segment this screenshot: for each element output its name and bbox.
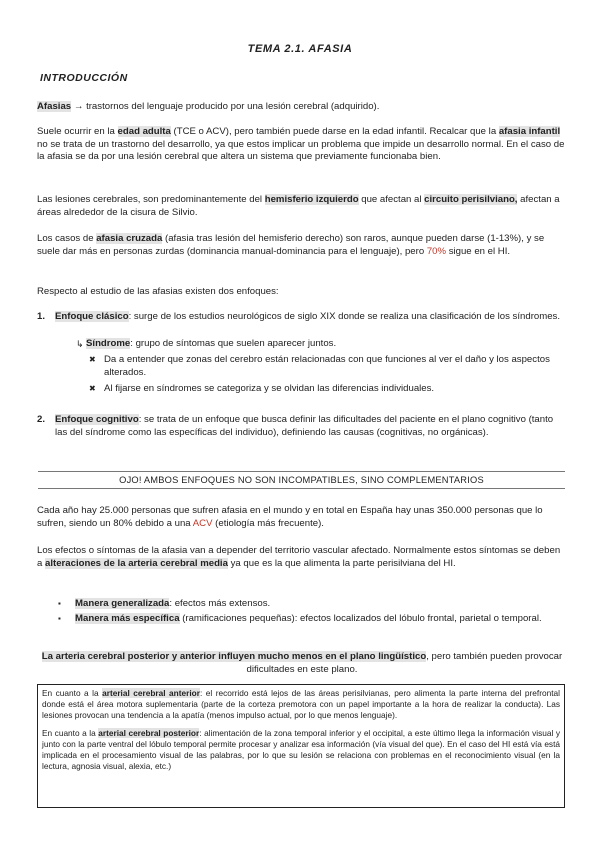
square-bullet-icon: ▪ xyxy=(58,599,61,608)
paragraph-estadisticas xyxy=(37,505,565,530)
enfoque-cognitivo xyxy=(55,414,565,439)
term-hemisferio-izquierdo: hemisferio izquierdo xyxy=(264,194,359,205)
page-title: TEMA 2.1. AFASIA xyxy=(247,43,353,55)
term-afasias: Afasias xyxy=(37,101,72,112)
arrow-icon: → xyxy=(73,101,84,112)
term-arterial-cerebral-anterior: arterial cerebral anterior xyxy=(102,688,200,698)
text-run: Cada año hay 25.000 personas que sufren afasia en el mundo y en total en España hay unas 350.000 personas que lo sufren, siendo un 80% debido a una xyxy=(37,505,543,529)
text-run: Los efectos o síntomas de la afasia van a depender del territorio vascular afectado. Normalmente estos síntomas se deben a xyxy=(37,545,561,569)
square-bullet-icon: ▪ xyxy=(58,614,61,623)
text-run: que afectan al xyxy=(358,194,425,205)
box-paragraph-posterior xyxy=(42,728,560,773)
paragraph-enfoques-intro: Respecto al estudio de las afasias existen dos enfoques: xyxy=(37,286,279,297)
term-arteria-posterior-anterior: La arteria cerebral posterior y anterior influyen mucho menos en el plano lingüístico xyxy=(41,651,427,662)
x-bullet-icon: ✖ xyxy=(89,384,96,393)
term-edad-adulta: edad adulta xyxy=(117,126,171,137)
arrow-return-icon: ↳ xyxy=(76,339,84,349)
list-item xyxy=(75,598,565,611)
text-run: Los casos de xyxy=(37,233,97,244)
text-run: (afasia tras lesión del hemisferio derecho) son raros, aunque pueden darse (1-13%), y se suele dar más en personas zurdas (dominancia manual-dominancia para el lenguaje), pero xyxy=(37,233,545,257)
note-banner: OJO! AMBOS ENFOQUES NO SON INCOMPATIBLES, SINO COMPLEMENTARIOS xyxy=(38,471,565,489)
text-run: Suele ocurrir en la xyxy=(37,126,118,137)
term-manera-especifica: Manera más específica xyxy=(75,613,180,624)
term-enfoque-clasico: Enfoque clásico xyxy=(55,311,129,322)
term-circuito-perisilviano: circuito perisilviano, xyxy=(424,194,518,205)
afasias-definition xyxy=(37,101,565,114)
text-run: Las lesiones cerebrales, son predominantemente del xyxy=(37,194,265,205)
term-afasia-cruzada: afasia cruzada xyxy=(96,233,163,244)
list-number-1: 1. xyxy=(37,311,46,322)
term-arterial-cerebral-posterior: arterial cerebral posterior xyxy=(98,727,200,738)
text-run: : el recorrido está lejos de las áreas perisilvianas, pero alimenta la parte interna del prefrontal donde está el área motora suplementaria (parte de la corteza premotora con un papel importante a la hora de realizar la conducta). Las lesiones provocan una tendencia a la apatía (menos impulso actual, por lo que menos lenguaje). xyxy=(42,688,560,721)
arterias-info-box xyxy=(37,684,565,808)
box-paragraph-anterior xyxy=(42,688,560,722)
paragraph-afasia-cruzada xyxy=(37,233,565,258)
term-sindrome: Síndrome xyxy=(86,338,131,349)
text-run: ya que es la que alimenta la parte perisilviana del HI. xyxy=(227,557,456,569)
paragraph-edad xyxy=(37,126,565,164)
text-run: (TCE o ACV), pero también puede darse en la edad infantil. Recalcar que la xyxy=(170,126,499,137)
sindrome-definition xyxy=(86,338,566,351)
text-run: (etiología más frecuente). xyxy=(212,517,324,529)
text-run: En cuanto a la xyxy=(42,727,99,738)
list-item: Da a entender que zonas del cerebro están relacionadas con que funciones al ver el daño y los aspectos alterados. xyxy=(104,354,550,378)
term-enfoque-cognitivo: Enfoque cognitivo xyxy=(55,414,139,425)
afasias-definition-text: trastornos del lenguaje producido por una lesión cerebral (adquirido). xyxy=(83,101,380,112)
text-run: afectan a áreas alrededor de la cisura de Silvio. xyxy=(37,194,560,218)
text-run: no se trata de un trastorno del desarrollo, ya que estos implicar un problema que impide un desarrollo normal. En el caso de la afasia se da por una lesión cerebral que altera un sistema que previamente funcionaba bien. xyxy=(37,138,565,163)
section-heading: INTRODUCCIÓN xyxy=(40,72,128,84)
text-run: : se trata de un enfoque que busca definir las dificultades del paciente en el plano cognitivo (tanto las del síndrome como las específicas del individuo), definiendo las causas (cognitivas, no orgánicas). xyxy=(55,414,554,438)
paragraph-efectos xyxy=(37,545,565,570)
term-afasia-infantil: afasia infantil xyxy=(498,126,561,137)
term-arteria-cerebral-media: alteraciones de la arteria cerebral media xyxy=(45,557,228,569)
text-run: : grupo de síntomas que suelen aparecer juntos. xyxy=(130,338,337,349)
text-run: : surge de los estudios neurológicos de siglo XIX donde se realiza una clasificación de los síndromes. xyxy=(128,311,561,322)
list-item xyxy=(75,613,565,626)
text-run: : efectos más extensos. xyxy=(169,598,271,609)
enfoque-clasico xyxy=(55,311,565,324)
text-run: : alimentación de la zona temporal inferior y el occipital, a este último llega la información visual y junto con la parte ventral del lóbulo temporal permite procesar y analizar esa información (vía visual del que). En el caso del HI está vía está implicada en el procesamiento visual de las palabras, por lo que su lesión se relaciona con problemas en el reconocimiento visual (en la lectura, agnosia visual, alexia, etc.) xyxy=(42,727,560,772)
paragraph-hemisferio xyxy=(37,194,565,219)
term-manera-generalizada: Manera generalizada xyxy=(75,598,170,609)
text-run: En cuanto a la xyxy=(42,688,103,698)
x-bullet-icon: ✖ xyxy=(89,355,96,364)
text-run: (ramificaciones pequeñas): efectos localizados del lóbulo frontal, parietal o temporal. xyxy=(179,613,542,624)
text-run: sigue en el HI. xyxy=(446,245,511,257)
paragraph-arterias-posterior-anterior xyxy=(38,651,566,676)
text-run: , pero también pueden provocar dificultades en este plano. xyxy=(246,651,563,675)
list-item: Al fijarse en síndromes se categoriza y se olvidan las diferencias individuales. xyxy=(104,383,435,394)
percent-70: 70% xyxy=(426,245,447,257)
term-acv: ACV xyxy=(192,517,213,529)
list-number-2: 2. xyxy=(37,414,46,425)
